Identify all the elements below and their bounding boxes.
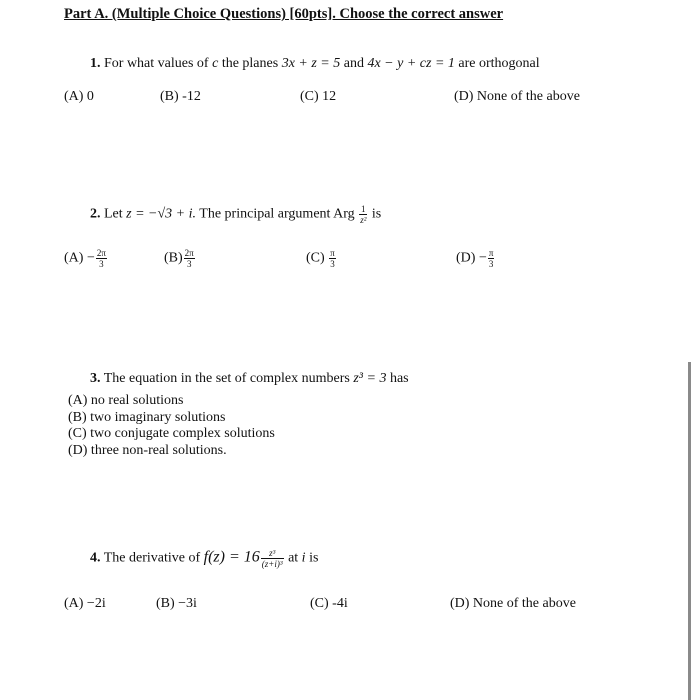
- question-4-function: f(z) = 16: [203, 548, 260, 566]
- question-3-expression: z³ = 3: [353, 371, 387, 386]
- option-fraction: [488, 248, 495, 269]
- option-label: (A): [64, 250, 84, 266]
- question-4-fraction-denominator: (z+i)³: [261, 559, 283, 569]
- option-fraction-numerator: π: [330, 248, 335, 258]
- option-label: (B): [164, 250, 183, 266]
- question-3-options: [68, 393, 275, 459]
- question-4: [90, 548, 318, 569]
- option-fraction-denominator: 3: [488, 259, 494, 269]
- question-4-fraction: [261, 548, 284, 569]
- question-2-fraction: [359, 204, 367, 225]
- question-1-option-b[interactable]: (B) -12: [160, 89, 201, 104]
- question-1-number: 1.: [90, 56, 101, 71]
- question-1-option-c[interactable]: (C) 12: [300, 89, 337, 104]
- question-1-text-end: are orthogonal: [458, 56, 540, 71]
- question-3-option-d[interactable]: (D) three non-real solutions.: [68, 442, 227, 458]
- option-sign: −: [478, 250, 487, 266]
- option-fraction-denominator: 3: [186, 259, 192, 269]
- option-fraction-denominator: 3: [330, 259, 335, 269]
- question-3: [90, 371, 409, 387]
- question-2-text-mid: The principal argument: [199, 206, 331, 222]
- option-fraction: [184, 248, 195, 269]
- question-4-option-c[interactable]: (C) -4i: [310, 596, 348, 611]
- question-3-option-a[interactable]: (A) no real solutions: [68, 393, 184, 408]
- question-4-var-i: i: [301, 550, 306, 566]
- option-label: (C): [306, 250, 325, 266]
- question-1-text-mid: the planes: [221, 56, 279, 71]
- option-fraction: [96, 248, 107, 269]
- question-4-number: 4.: [90, 550, 101, 566]
- question-4-fraction-numerator: z³: [261, 548, 284, 559]
- question-2-text-prefix: Let: [104, 206, 123, 222]
- section-header: Part A. (Multiple Choice Questions) [60pts]. Choose the correct answer: [64, 6, 504, 22]
- question-2-option-a[interactable]: [64, 248, 108, 269]
- question-2-arg: Arg: [333, 206, 355, 222]
- question-3-option-b[interactable]: (B) two imaginary solutions: [68, 409, 226, 425]
- question-4-text-end: is: [309, 550, 319, 566]
- question-2-fraction-denominator: z²: [360, 215, 367, 225]
- question-2-text-end: is: [371, 206, 382, 222]
- option-fraction-numerator: π: [488, 248, 494, 258]
- question-4-option-a[interactable]: (A) −2i: [64, 596, 106, 611]
- question-2-expression: z = −√3 + i.: [126, 206, 197, 222]
- question-4-text-prefix: The derivative of: [103, 550, 201, 566]
- question-4-option-d[interactable]: (D) None of the above: [450, 596, 576, 611]
- question-1-plane-1: 3x + z = 5: [281, 56, 341, 71]
- option-label: (D): [456, 250, 476, 266]
- question-3-text-end: has: [389, 371, 409, 386]
- question-2-option-b[interactable]: [164, 248, 196, 269]
- question-2-fraction-numerator: 1: [361, 204, 366, 214]
- option-fraction: [329, 248, 336, 269]
- question-1-var-c: c: [212, 56, 219, 71]
- option-sign: −: [86, 250, 95, 266]
- question-3-number: 3.: [90, 371, 101, 386]
- question-3-option-c[interactable]: (C) two conjugate complex solutions: [68, 426, 275, 441]
- question-4-option-b[interactable]: (B) −3i: [156, 596, 197, 611]
- question-1-option-a[interactable]: (A) 0: [64, 89, 94, 104]
- question-1-and: and: [343, 56, 364, 71]
- question-1: [90, 56, 540, 72]
- option-fraction-numerator: 2π: [184, 248, 194, 258]
- question-2-number: 2.: [90, 206, 101, 222]
- question-1-option-d[interactable]: (D) None of the above: [454, 89, 580, 104]
- scrollbar[interactable]: [688, 362, 691, 700]
- question-2-option-d[interactable]: [456, 248, 495, 269]
- question-2-option-c[interactable]: [306, 248, 337, 269]
- question-3-text: The equation in the set of complex numbers: [103, 371, 350, 386]
- option-fraction-numerator: 2π: [96, 248, 106, 258]
- question-2: [90, 204, 381, 225]
- question-1-text-prefix: For what values of: [104, 56, 209, 71]
- option-fraction-denominator: 3: [99, 259, 104, 269]
- question-1-plane-2: 4x − y + cz = 1: [367, 56, 455, 71]
- question-4-text-mid: at: [288, 550, 299, 566]
